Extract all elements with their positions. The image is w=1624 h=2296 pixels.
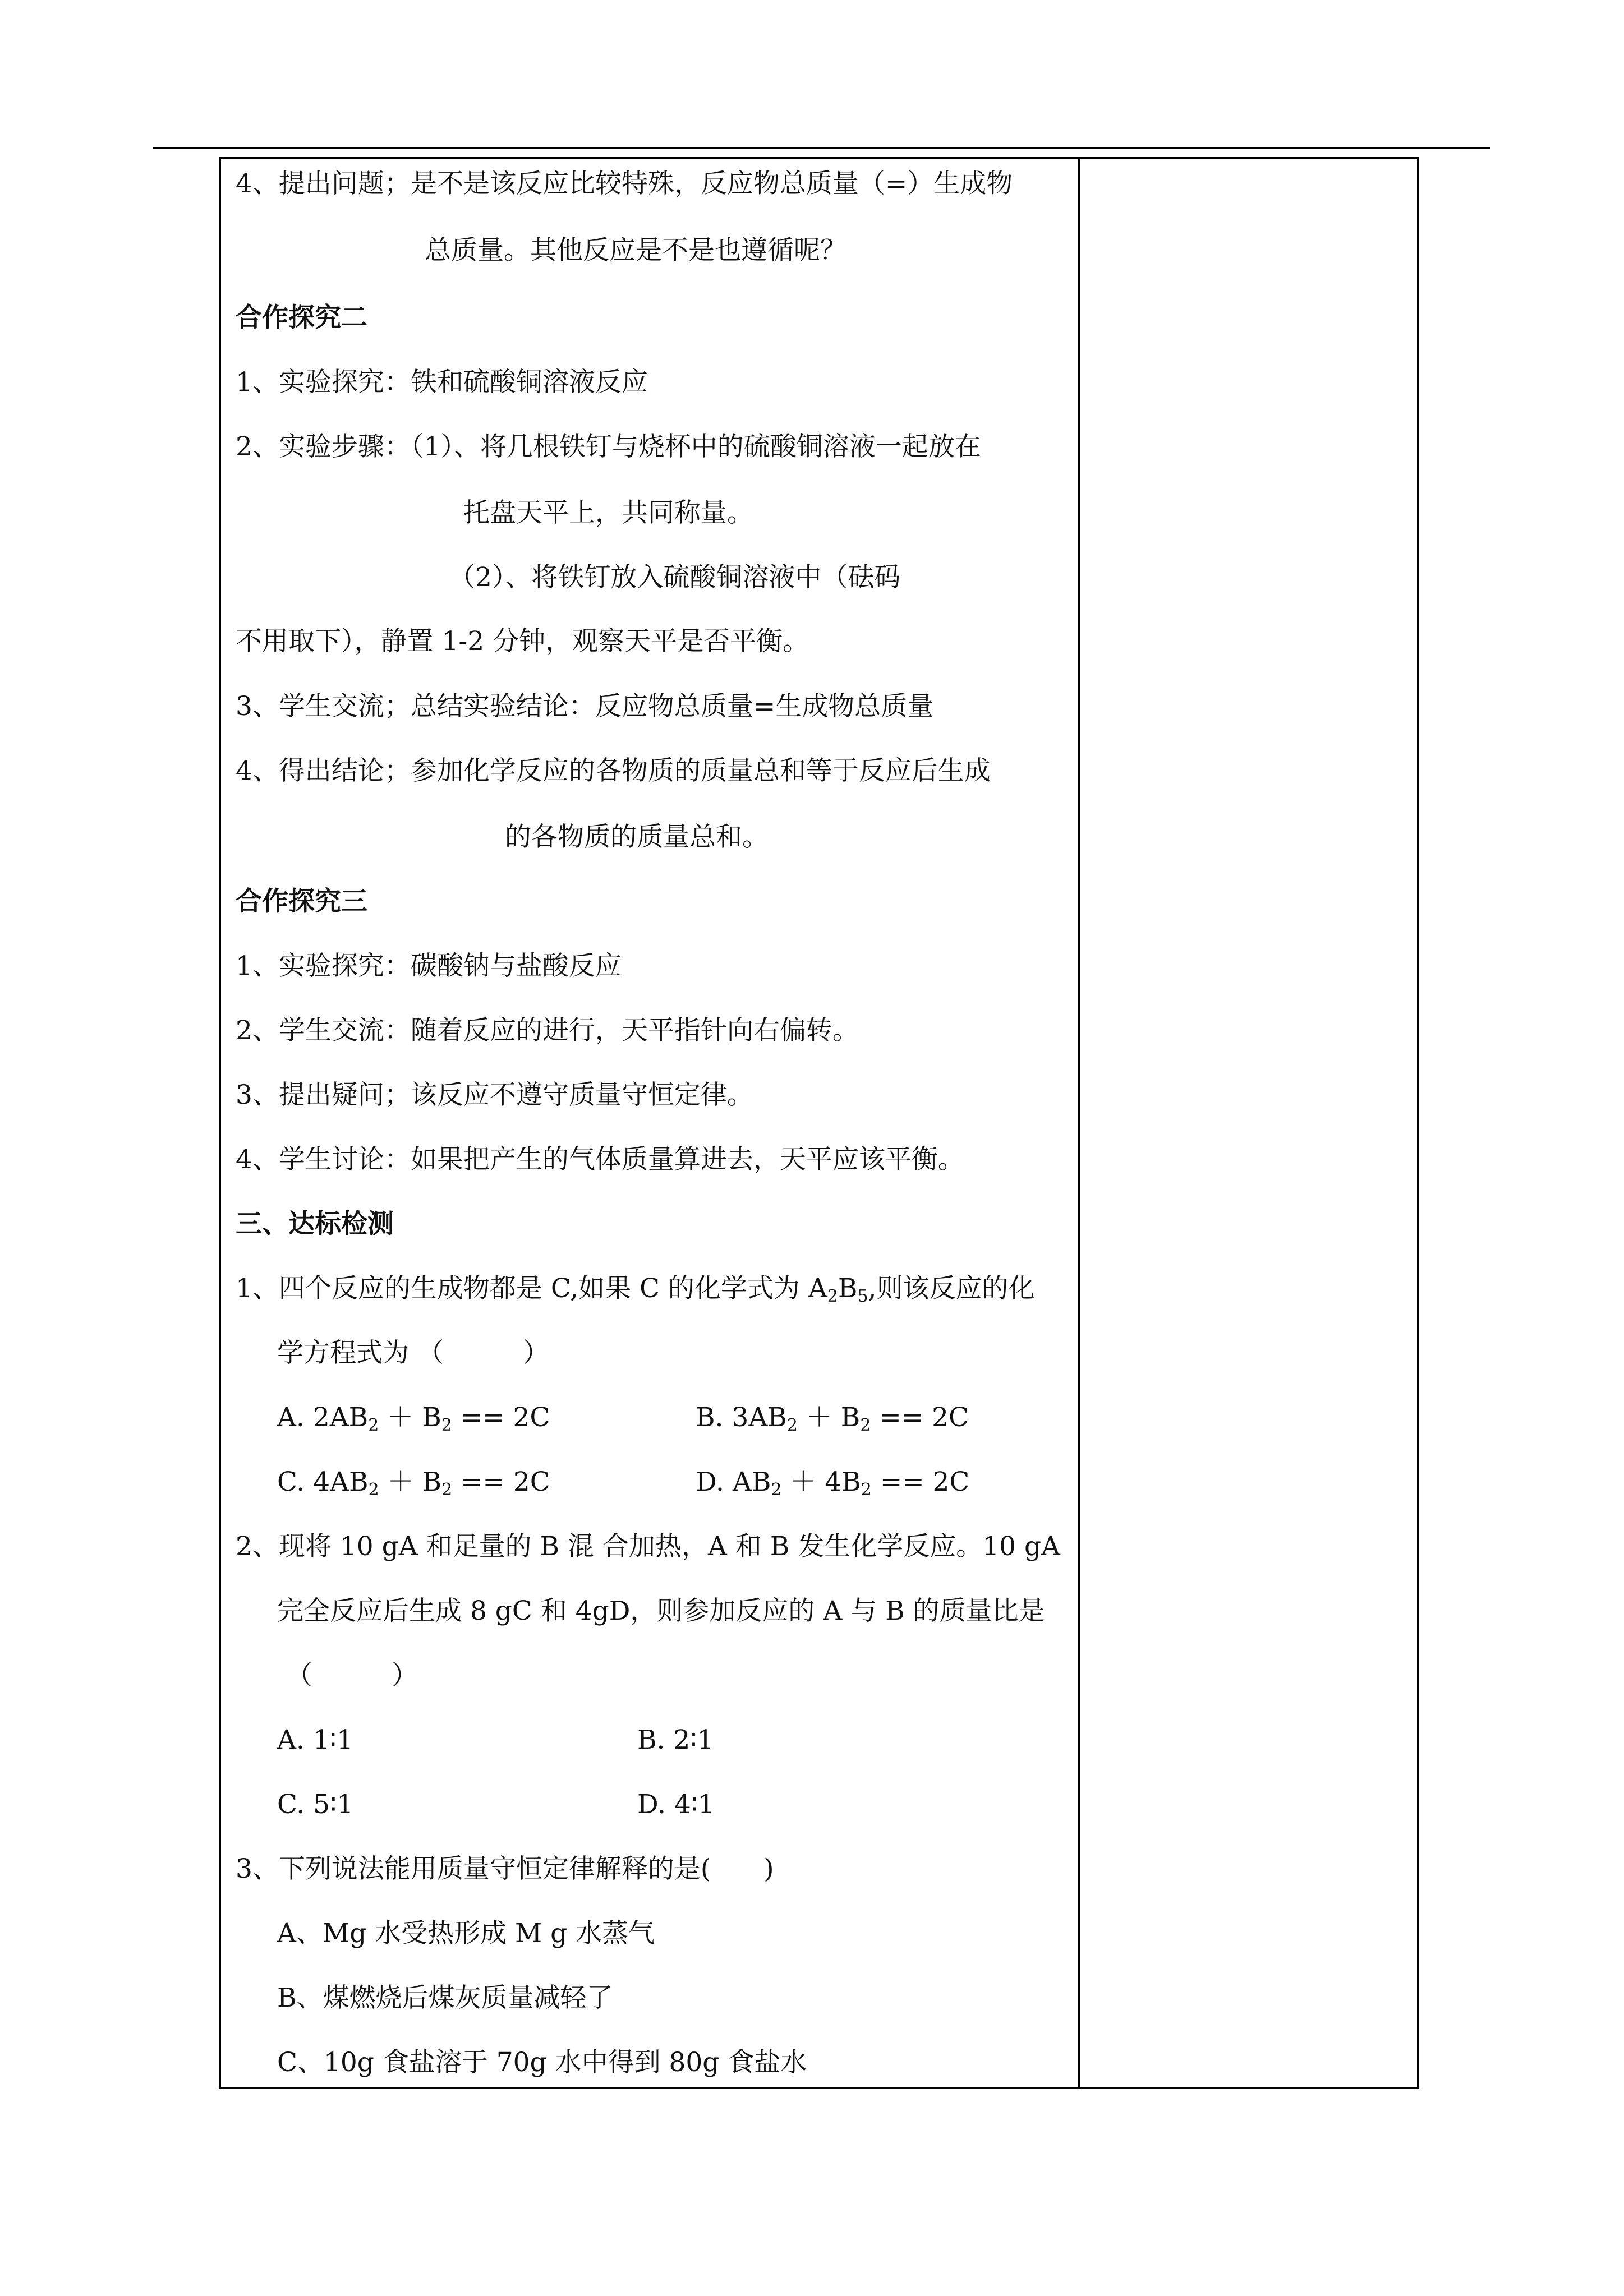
text-line: 4、学生讨论：如果把产生的气体质量算进去，天平应该平衡。 [236,1144,964,1175]
question-2-option-d: D. 4∶1 [637,1789,715,1820]
text-line: 的各物质的质量总和。 [505,822,769,852]
question-2-stem-line-2: 完全反应后生成 8 gC 和 4gD，则参加反应的 A 与 B 的质量比是 [277,1596,1045,1626]
question-2-option-a: A. 1∶1 [277,1725,353,1755]
question-1-option-d: D. $AB_2 + 4B_2 == 2C$ [696,1467,970,1500]
section-heading: 三、达标检测 [236,1209,394,1239]
question-3-option-b: B、煤燃烧后煤灰质量减轻了 [277,1983,613,2013]
section-heading: 合作探究三 [236,886,367,917]
text-line: 3、提出疑问；该反应不遵守质量守恒定律。 [236,1080,753,1110]
question-2-option-b: B. 2∶1 [637,1725,714,1755]
text-line: 2、实验步骤：（1）、将几根铁钉与烧杯中的硫酸铜溶液一起放在 [236,431,981,462]
text-line: 1、实验探究：铁和硫酸铜溶液反应 [236,367,648,398]
text-line: 4、得出结论；参加化学反应的各物质的质量总和等于反应后生成 [236,755,991,786]
text-line: 4、提出问题；是不是该反应比较特殊，反应物总质量（=）生成物 [236,168,1013,199]
text-line: 1、实验探究：碳酸钠与盐酸反应 [236,951,622,981]
text-line: 3、学生交流；总结实验结论：反应物总质量=生成物总质量 [236,691,934,722]
text-line: 总质量。其他反应是不是也遵循呢？ [425,235,846,266]
section-heading: 合作探究二 [236,302,367,333]
text-line: 托盘天平上，共同称量。 [463,497,753,528]
text-line: 不用取下），静置 1-2 分钟，观察天平是否平衡。 [236,626,809,657]
text-line: 2、学生交流：随着反应的进行，天平指针向右偏转。 [236,1015,859,1046]
question-3-stem: 3、下列说法能用质量守恒定律解释的是( ) [236,1854,774,1884]
question-2-stem-line-3: （ ） [286,1660,418,1691]
question-1-stem-line-2: 学方程式为 （ ） [277,1338,549,1368]
question-1-option-a: A. $2AB_2 + B_2 == 2C$ [277,1402,550,1435]
question-2-stem: 2、现将 10 gA 和足量的 B 混 合加热，A 和 B 发生化学反应。10 gA [236,1531,1060,1562]
question-1-option-b: B. $3AB_2 + B_2 == 2C$ [696,1402,969,1435]
question-2-option-c: C. 5∶1 [277,1789,354,1820]
question-3-option-a: A、Mg 水受热形成 M g 水蒸气 [277,1918,655,1949]
text-line: （2）、将铁钉放入硫酸铜溶液中（砝码 [449,562,901,593]
question-3-option-c: C、10g 食盐溶于 70g 水中得到 80g 食盐水 [277,2047,807,2078]
question-1-option-c: C. $4AB_2 + B_2 == 2C$ [277,1467,550,1500]
question-1-stem: 1、四个反应的生成物都是 C,如果 C 的化学式为 $A_2B_5$,则该反应的化 [236,1273,1035,1306]
